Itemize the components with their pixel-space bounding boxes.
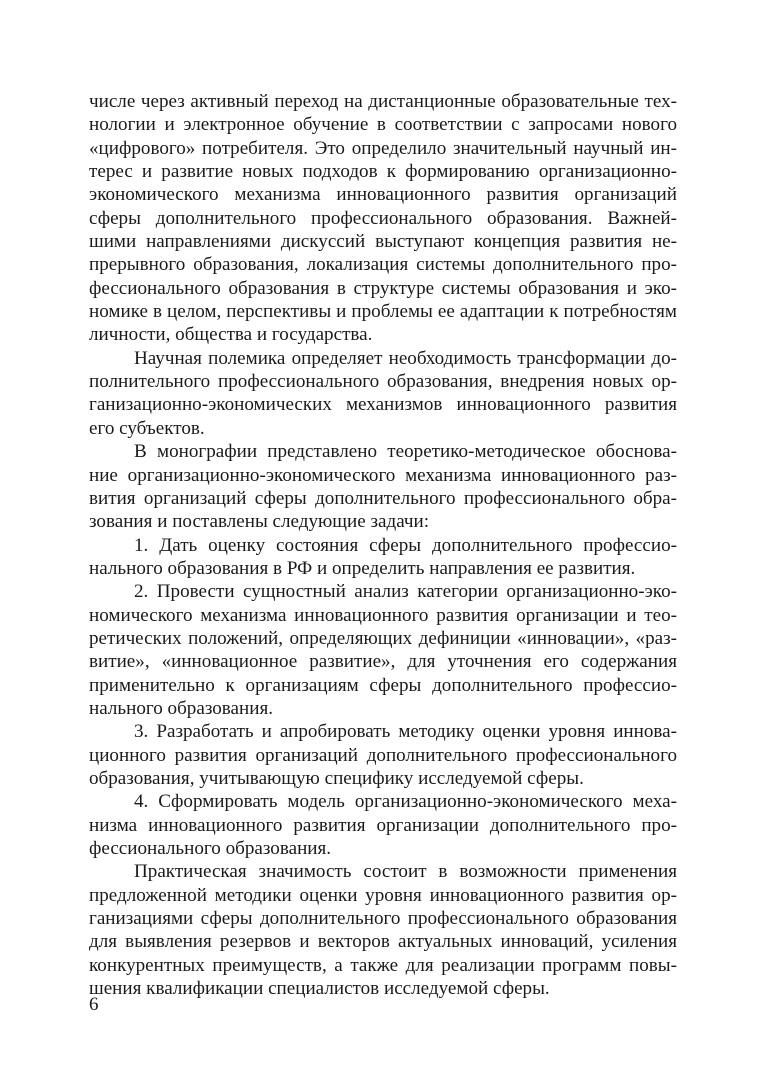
text-line: нологии и электронное обучение в соответствии с запросами нового bbox=[89, 114, 677, 136]
text-line: полнительного профессионального образования, внедрения новых ор- bbox=[89, 371, 677, 393]
page-number: 6 bbox=[89, 994, 99, 1015]
text-line: ние организационно-экономического механизма инновационного раз- bbox=[89, 464, 677, 486]
text-line: личности, общества и государства. bbox=[89, 324, 373, 346]
text-line: предложенной методики оценки уровня инновационного развития ор- bbox=[89, 884, 677, 906]
text-line: сферы дополнительного профессионального образования. Важней- bbox=[89, 207, 677, 229]
text-line: вития организаций сферы дополнительного профессионального обра- bbox=[89, 487, 677, 509]
list-item bbox=[89, 720, 677, 790]
text-line: В монографии представлено теоретико-методическое обоснова- bbox=[134, 441, 677, 463]
text-line: шения квалификации специалистов исследуемой сферы. bbox=[89, 978, 550, 1000]
list-item bbox=[89, 790, 677, 860]
text-line: его субъектов. bbox=[89, 417, 205, 439]
text-line: применительно к организациям сферы дополнительного профессио- bbox=[89, 674, 677, 696]
text-line: ретических положений, определяющих дефиниции «инновации», «раз- bbox=[89, 627, 677, 649]
text-line: фессионального образования. bbox=[89, 838, 332, 859]
text-line: прерывного образования, локализация системы дополнительного про- bbox=[89, 254, 677, 276]
text-line: ганизационно-экономических механизмов инновационного развития bbox=[89, 394, 677, 416]
text-line: Научная полемика определяет необходимость трансформации до- bbox=[134, 347, 677, 369]
text-line: образования, учитывающую специфику исследуемой сферы. bbox=[89, 767, 584, 789]
page-body bbox=[89, 90, 677, 1000]
text-line: для выявления резервов и векторов актуальных инноваций, усиления bbox=[89, 931, 677, 953]
text-line: нального образования. bbox=[89, 697, 274, 719]
paragraph bbox=[89, 860, 677, 1000]
list-item bbox=[89, 534, 677, 581]
text-line: витие», «инновационное развитие», для уточнения его содержания bbox=[89, 651, 677, 673]
text-line: 1. Дать оценку состояния сферы дополнительного профессио- bbox=[134, 534, 677, 556]
text-line: нального образования в РФ и определить направления ее развития. bbox=[89, 557, 636, 579]
text-line: низма инновационного развития организации дополнительного про- bbox=[89, 814, 677, 836]
text-line: ганизациями сферы дополнительного профессионального образования bbox=[89, 908, 677, 930]
text-line: зования и поставлены следующие задачи: bbox=[89, 511, 430, 533]
text-line: терес и развитие новых подходов к формированию организационно- bbox=[89, 161, 677, 183]
paragraph bbox=[89, 90, 677, 347]
paragraph bbox=[89, 440, 677, 533]
text-line: ционного развития организаций дополнительного профессионального bbox=[89, 744, 677, 766]
text-line: 2. Провести сущностный анализ категории организационно-эко- bbox=[134, 581, 677, 603]
text-line: экономического механизма инновационного развития организаций bbox=[89, 184, 677, 206]
list-item bbox=[89, 580, 677, 720]
text-line: конкурентных преимуществ, а также для реализации программ повы- bbox=[89, 954, 677, 976]
text-line: 4. Сформировать модель организационно-экономического меха- bbox=[134, 791, 677, 813]
text-line: 3. Разработать и апробировать методику оценки уровня иннова- bbox=[134, 721, 677, 743]
text-line: номике в целом, перспективы и проблемы ее адаптации к потребностям bbox=[89, 301, 677, 323]
text-line: фессионального образования в структуре системы образования и эко- bbox=[89, 277, 677, 299]
text-line: номического механизма инновационного развития организации и тео- bbox=[89, 604, 677, 626]
paragraph bbox=[89, 347, 677, 440]
text-line: числе через активный переход на дистанционные образовательные тех- bbox=[89, 91, 677, 112]
text-line: Практическая значимость состоит в возможности применения bbox=[134, 861, 677, 883]
text-line: шими направлениями дискуссий выступают концепция развития не- bbox=[89, 231, 677, 253]
text-line: «цифрового» потребителя. Это определило значительный научный ин- bbox=[89, 137, 677, 159]
